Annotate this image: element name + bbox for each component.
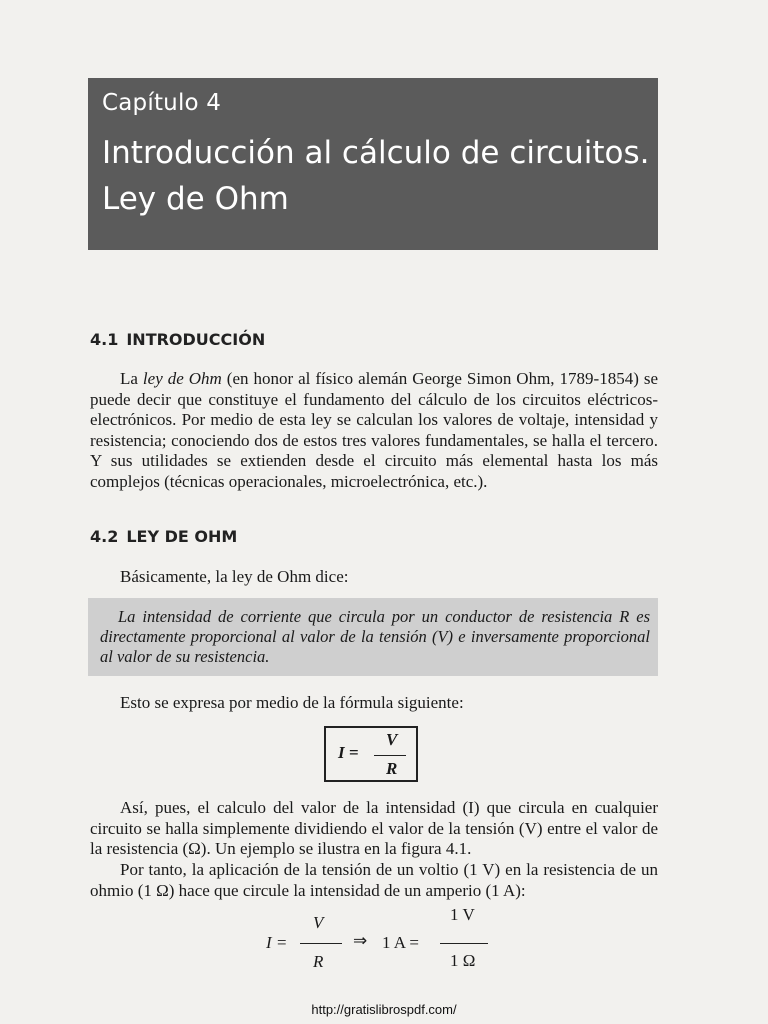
section-number: 4.1 — [90, 330, 119, 349]
law-name-italic: ley de Ohm — [142, 369, 222, 388]
formula-numerator: V — [386, 730, 398, 749]
example-equation — [266, 905, 506, 985]
formula-denominator: R — [386, 759, 398, 778]
implies-arrow: ⇒ — [353, 931, 368, 951]
formula-intro-text: Esto se expresa por medio de la fórmula siguiente: — [120, 693, 464, 712]
equation-middle: 1 A = — [382, 933, 419, 952]
intro-paragraph — [90, 369, 658, 493]
chapter-label: Capítulo 4 — [102, 90, 222, 116]
footer-url[interactable]: http://gratislibrospdf.com/ — [311, 1002, 457, 1017]
section-heading-introduccion — [90, 330, 265, 349]
chapter-header — [88, 78, 658, 250]
paragraph-text: (en honor al físico alemán George Simon Ohm, 1789-1854) se puede decir que constituye el fundamento del cálculo de los circuitos eléctricos-electrónicos. Por medio de esta ley se calculan los valores de voltaje, intensidad y resistencia; conociendo dos de estos tres valores fundamentales, se halla el tercero. Y sus utilidades se extienden desde el circuito más elemental hasta los más complejos (técnicas operacionales, microelectrónica, etc.). — [90, 369, 658, 491]
calculation-paragraph: Así, pues, el calculo del valor de la intensidad (I) que circula en cualquier circuito se halla simplemente dividiendo el valor de la tensión (V) entre el valor de la resistencia (Ω). Un ejemplo se ilustra en la figura 4.1. — [90, 798, 658, 859]
equation-numerator: V — [313, 913, 324, 932]
law-intro-text: Básicamente, la ley de Ohm dice: — [120, 567, 349, 586]
example-paragraph: Por tanto, la aplicación de la tensión de un voltio (1 V) en la resistencia de un ohmio (1 Ω) hace que circule la intensidad de un amperio (1 A): — [90, 860, 658, 900]
law-statement: La intensidad de corriente que circula por un conductor de resistencia R es directamente proporcional al valor de la tensión (V) e inversamente proporcional al valor de su resistencia. — [100, 607, 650, 666]
fraction-bar — [440, 943, 488, 944]
formula-lhs: I = — [338, 743, 359, 762]
fraction-bar — [300, 943, 342, 944]
chapter-title: Introducción al cálculo de circuitos. Ley de Ohm — [102, 135, 650, 217]
equation-denominator-2: 1 Ω — [450, 951, 476, 970]
equation-numerator-2: 1 V — [450, 905, 475, 924]
fraction-bar — [374, 755, 406, 756]
paragraph-text: La — [120, 369, 143, 388]
law-statement-box — [88, 598, 658, 676]
section-number: 4.2 — [90, 527, 119, 546]
section-title: LEY DE OHM — [126, 527, 238, 546]
section-title: INTRODUCCIÓN — [126, 330, 266, 349]
equation-denominator: R — [313, 952, 324, 971]
section-heading-ley-de-ohm — [90, 527, 237, 546]
equation-lhs: I = — [266, 933, 288, 952]
ohm-formula-box — [324, 726, 418, 782]
